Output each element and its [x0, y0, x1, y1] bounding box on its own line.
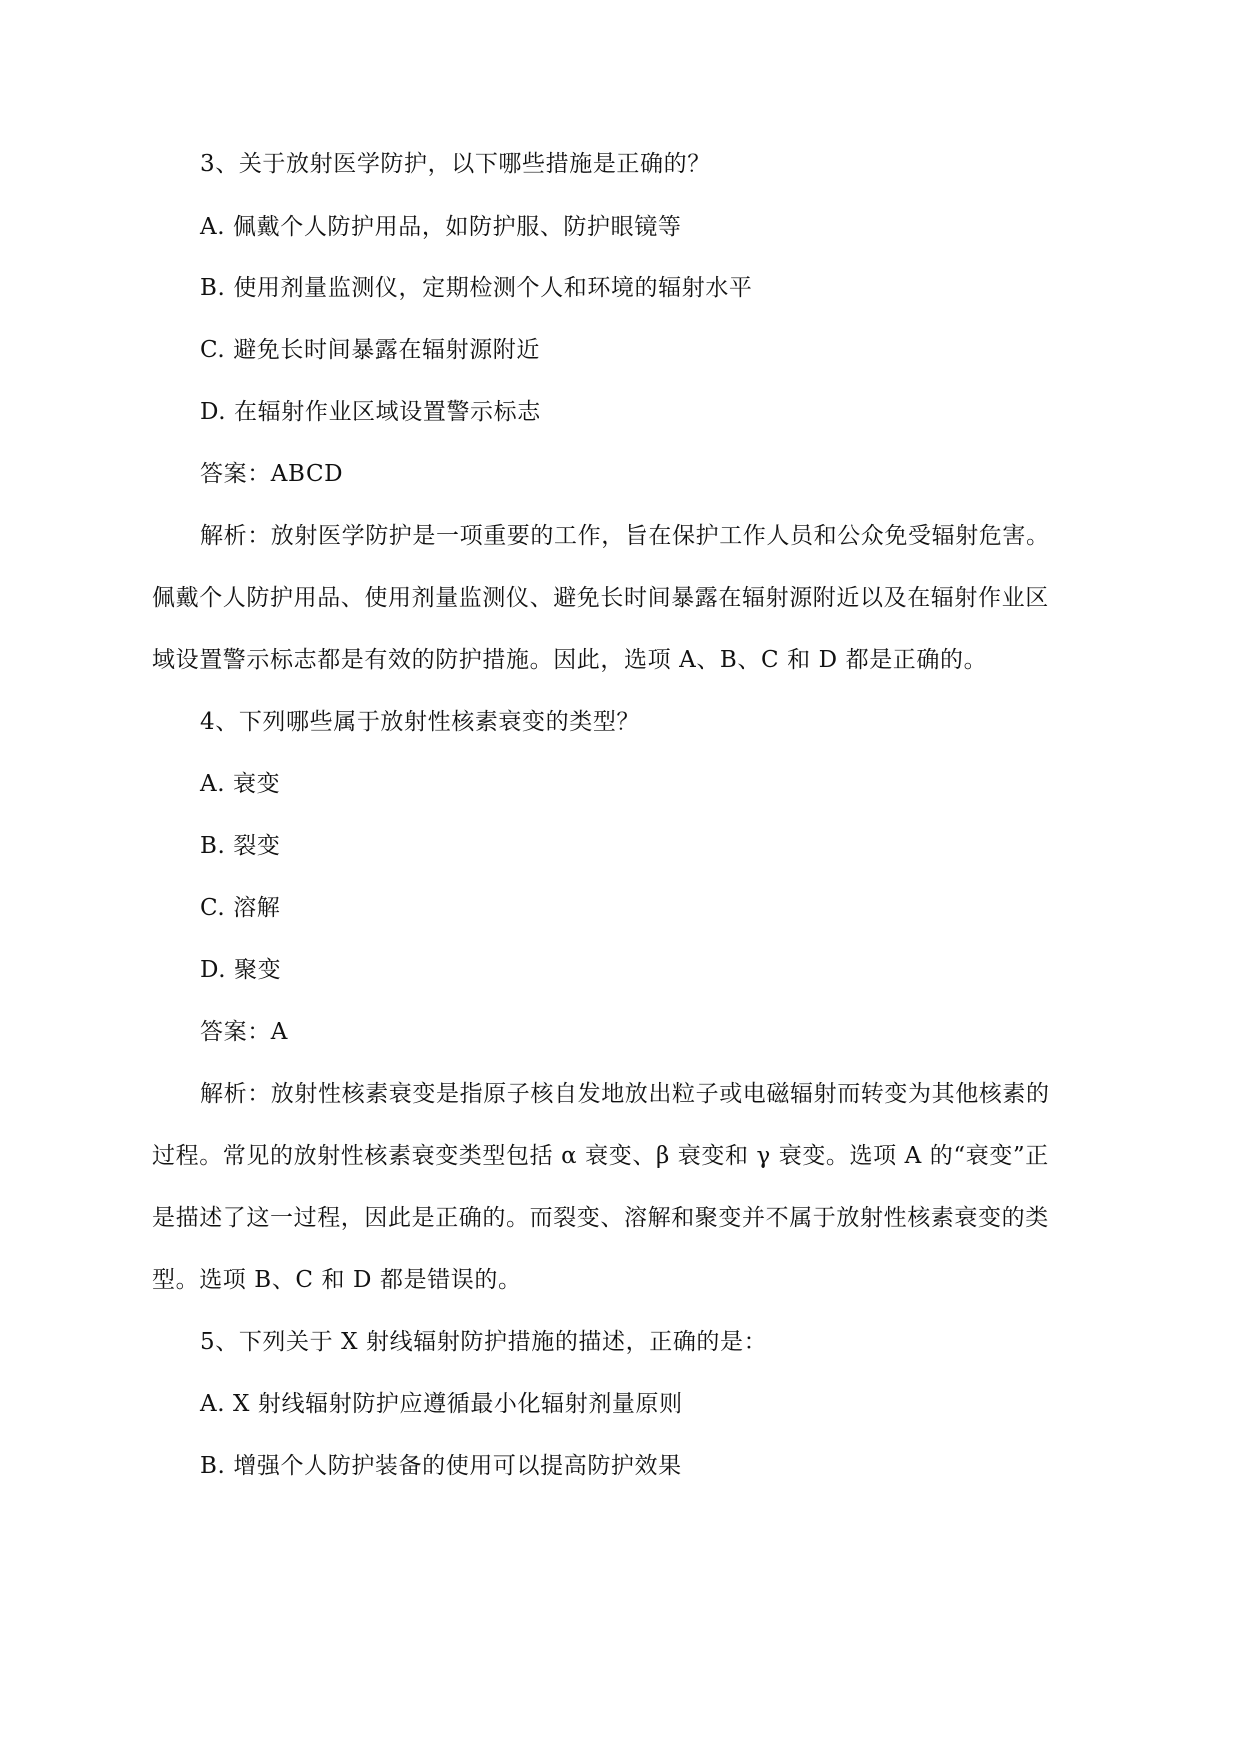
question-5-stem: 5、下列关于 X 射线辐射防护措施的描述，正确的是：: [200, 1329, 768, 1355]
question-3-option-a: A. 佩戴个人防护用品，如防护服、防护眼镜等: [200, 214, 682, 240]
question-3-option-d: D. 在辐射作业区域设置警示标志: [200, 399, 541, 425]
question-4-answer: 答案：A: [200, 1019, 289, 1045]
question-3-analysis-line-3: 域设置警示标志都是有效的防护措施。因此，选项 A、B、C 和 D 都是正确的。: [152, 647, 988, 673]
question-4-option-d: D. 聚变: [200, 957, 282, 983]
question-4-analysis-line-4: 型。选项 B、C 和 D 都是错误的。: [152, 1267, 522, 1293]
question-5-option-a: A. X 射线辐射防护应遵循最小化辐射剂量原则: [200, 1391, 683, 1417]
question-5-option-b: B. 增强个人防护装备的使用可以提高防护效果: [200, 1453, 682, 1479]
question-4-analysis-line-1: 解析：放射性核素衰变是指原子核自发地放出粒子或电磁辐射而转变为其他核素的: [200, 1081, 1050, 1107]
question-4-option-b: B. 裂变: [200, 833, 281, 859]
question-4-analysis-line-2: 过程。常见的放射性核素衰变类型包括 α 衰变、β 衰变和 γ 衰变。选项 A 的“衰变”正: [152, 1143, 1049, 1169]
question-3-option-b: B. 使用剂量监测仪，定期检测个人和环境的辐射水平: [200, 275, 753, 301]
question-4-stem: 4、下列哪些属于放射性核素衰变的类型？: [200, 709, 641, 735]
question-3-answer: 答案：ABCD: [200, 461, 344, 487]
question-3-analysis-line-1: 解析：放射医学防护是一项重要的工作，旨在保护工作人员和公众免受辐射危害。: [200, 523, 1050, 549]
question-3-stem: 3、关于放射医学防护，以下哪些措施是正确的？: [200, 151, 711, 177]
question-3-analysis-line-2: 佩戴个人防护用品、使用剂量监测仪、避免长时间暴露在辐射源附近以及在辐射作业区: [152, 585, 1049, 611]
question-4-analysis-line-3: 是描述了这一过程，因此是正确的。而裂变、溶解和聚变并不属于放射性核素衰变的类: [152, 1205, 1049, 1231]
question-4-option-a: A. 衰变: [200, 771, 281, 797]
question-3-option-c: C. 避免长时间暴露在辐射源附近: [200, 337, 541, 363]
question-4-option-c: C. 溶解: [200, 895, 281, 921]
